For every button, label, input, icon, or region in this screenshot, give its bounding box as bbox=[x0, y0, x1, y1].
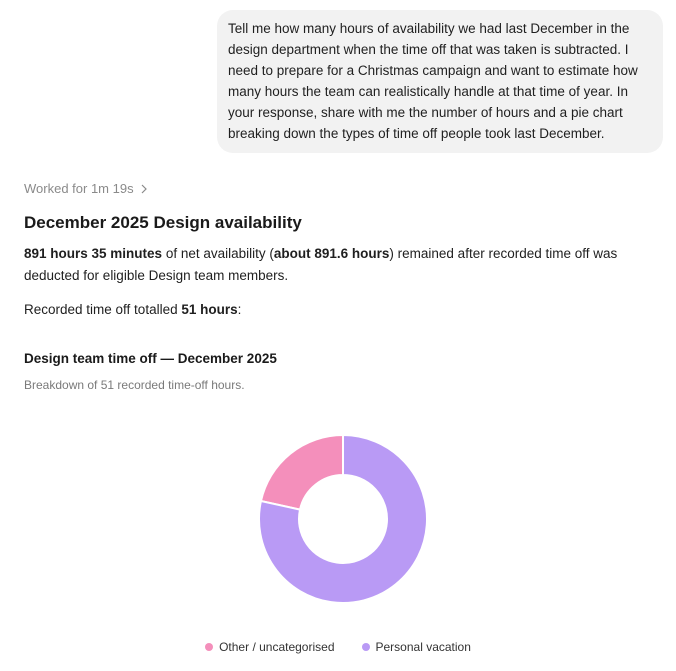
paragraph-text: : bbox=[237, 302, 242, 317]
user-message-text: Tell me how many hours of availability we had last December in the design department when the time off that was taken is subtracted. I need to prepare for a Christmas campaign and want to estimate how many hours the team can realistically handle at that time of year. In your response, share with me the number of hours and a pie chart breaking down the types of time off people took last December. bbox=[228, 21, 638, 141]
legend-swatch bbox=[362, 643, 370, 651]
time-off-paragraph bbox=[24, 299, 241, 321]
legend-label: Personal vacation bbox=[375, 640, 471, 654]
chart-subtitle: Breakdown of 51 recorded time-off hours. bbox=[24, 378, 245, 392]
net-hours-value: 891 hours 35 minutes bbox=[24, 246, 163, 261]
paragraph-text: of net availability ( bbox=[162, 246, 274, 261]
paragraph-text: ) remained after recorded time off was deducted for eligible Design team members. bbox=[24, 246, 618, 283]
worked-for-label: Worked for 1m 19s bbox=[24, 181, 134, 196]
user-message-bubble bbox=[217, 10, 663, 153]
answer-title: December 2025 Design availability bbox=[24, 213, 302, 232]
net-availability-paragraph bbox=[24, 243, 644, 287]
chart-legend bbox=[0, 640, 676, 654]
chart-title: Design team time off — December 2025 bbox=[24, 351, 277, 366]
chevron-right-icon bbox=[140, 184, 148, 194]
legend-label: Other / uncategorised bbox=[219, 640, 335, 654]
worked-for-toggle[interactable] bbox=[24, 181, 148, 196]
paragraph-text: Recorded time off totalled bbox=[24, 302, 182, 317]
legend-item bbox=[205, 640, 334, 654]
time-off-total-value: 51 hours bbox=[181, 302, 238, 317]
legend-swatch bbox=[205, 643, 213, 651]
donut-chart bbox=[0, 420, 676, 620]
approx-hours-value: about 891.6 hours bbox=[273, 246, 390, 261]
legend-item bbox=[362, 640, 471, 654]
donut-slice-other-uncategorised[interactable] bbox=[261, 435, 343, 510]
